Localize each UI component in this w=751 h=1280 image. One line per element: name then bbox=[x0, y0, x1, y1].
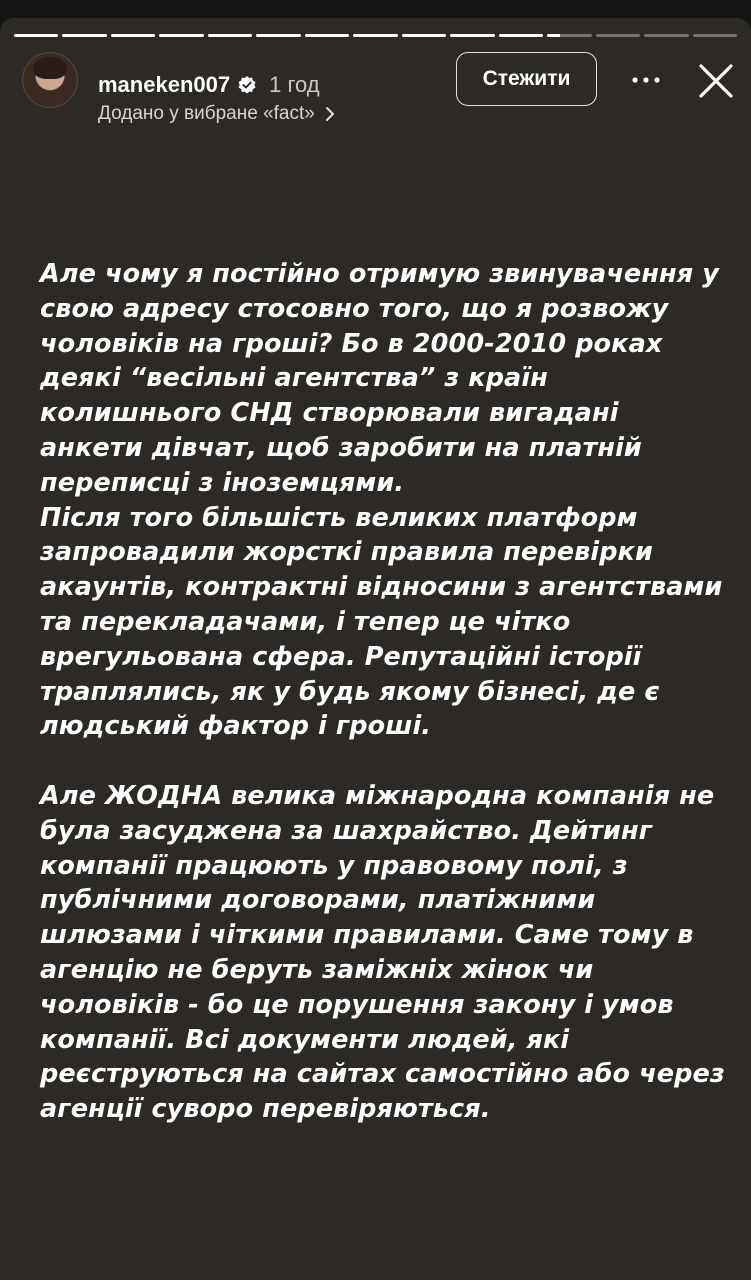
progress-segment bbox=[499, 34, 543, 37]
story-viewer[interactable] bbox=[0, 18, 751, 1280]
highlight-subtitle: Додано у вибране «fact» bbox=[98, 103, 315, 124]
highlight-link[interactable] bbox=[98, 101, 335, 127]
story-paragraph-1: Але чому я постійно отримую звинувачення у свою адресу стосовно того, що я розвожу чоловіків на гроші? Бо в 2000-2010 роках деякі “весільні агентства” з країн колишнього СНД створювали вигадані анкети дівчат, щоб заробити на платній переписці з іноземцями. bbox=[40, 259, 719, 498]
progress-segment-fill bbox=[256, 34, 300, 37]
chevron-right-icon bbox=[325, 106, 335, 122]
progress-segment bbox=[111, 34, 155, 37]
more-dots-icon[interactable] bbox=[626, 62, 666, 98]
progress-segment bbox=[693, 34, 737, 37]
progress-segment bbox=[353, 34, 397, 37]
progress-segment-fill bbox=[111, 34, 155, 37]
progress-segment-fill bbox=[305, 34, 349, 37]
username[interactable]: maneken007 bbox=[98, 72, 231, 97]
story-paragraph-2: Після того більшість великих платформ запровадили жорсткі правила перевірки акаунтів, контрактні відносини з агентствами та перекладачами, і тепер це чітко врегульована сфера. Репутаційні історії траплялись, як у будь якому бізнесі, де є людський фактор і гроші. bbox=[40, 502, 723, 742]
post-time: 1 год bbox=[269, 72, 320, 97]
follow-button[interactable]: Стежити bbox=[456, 52, 597, 106]
progress-segment-fill bbox=[402, 34, 446, 37]
progress-segment bbox=[547, 34, 591, 37]
paragraph-spacer bbox=[40, 744, 730, 779]
user-row bbox=[98, 70, 320, 100]
progress-segment bbox=[208, 34, 252, 37]
progress-segment bbox=[305, 34, 349, 37]
progress-segment-fill bbox=[450, 34, 494, 37]
progress-segment bbox=[596, 34, 640, 37]
close-icon[interactable] bbox=[693, 58, 739, 104]
story-text bbox=[40, 257, 730, 1127]
progress-segment-fill bbox=[208, 34, 252, 37]
progress-segment-fill bbox=[62, 34, 106, 37]
progress-segment-fill bbox=[547, 34, 560, 37]
progress-segment-fill bbox=[14, 34, 58, 37]
progress-segment bbox=[14, 34, 58, 37]
progress-segment-fill bbox=[159, 34, 203, 37]
progress-segment bbox=[62, 34, 106, 37]
avatar[interactable] bbox=[22, 52, 78, 108]
progress-segment-fill bbox=[499, 34, 543, 37]
progress-segment bbox=[644, 34, 688, 37]
progress-segment-fill bbox=[353, 34, 397, 37]
verified-badge-icon bbox=[237, 75, 257, 95]
progress-segment bbox=[256, 34, 300, 37]
story-progress-bar bbox=[14, 34, 737, 37]
progress-segment bbox=[159, 34, 203, 37]
progress-segment bbox=[402, 34, 446, 37]
story-paragraph-3: Але ЖОДНА велика міжнародна компанія не була засуджена за шахрайство. Дейтинг компанії працюють у правовому полі, з публічними договорами, платіжними шлюзами і чіткими правилами. Саме тому в агенцію не беруть заміжніх жінок чи чоловіків - бо це порушення закону і умов компанії. Всі документи людей, які реєструються на сайтах самостійно або через агенції суворо перевіряються. bbox=[40, 780, 725, 1125]
progress-segment bbox=[450, 34, 494, 37]
